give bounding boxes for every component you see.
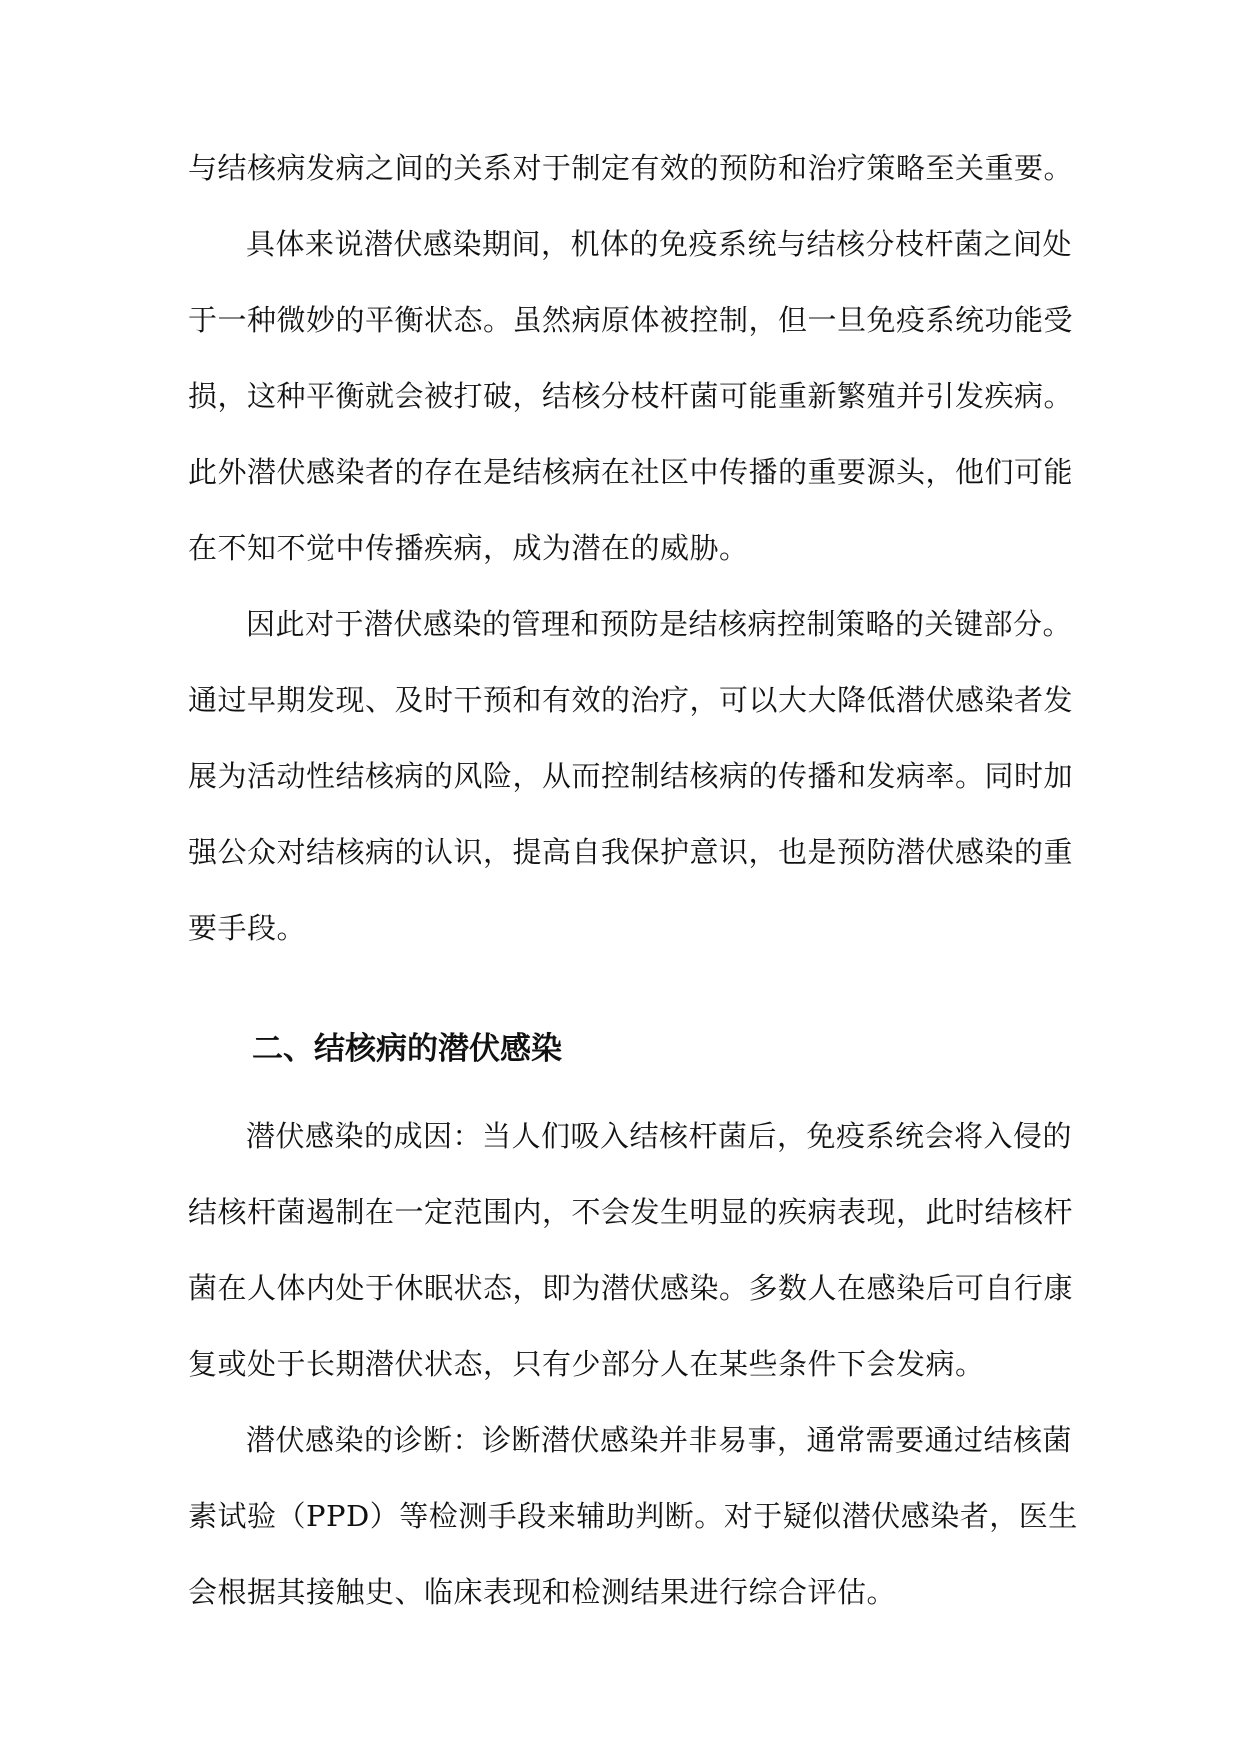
paragraph-line: 要手段。 — [188, 911, 307, 945]
paragraph-line: 因此对于潜伏感染的管理和预防是结核病控制策略的关键部分。 — [246, 607, 1073, 641]
paragraph-line: 强公众对结核病的认识，提高自我保护意识，也是预防潜伏感染的重 — [188, 835, 1074, 869]
paragraph-line: 潜伏感染的诊断：诊断潜伏感染并非易事，通常需要通过结核菌 — [246, 1423, 1073, 1457]
paragraph-line: 素试验（PPD）等检测手段来辅助判断。对于疑似潜伏感染者，医生 — [188, 1499, 1078, 1533]
paragraph-line: 结核杆菌遏制在一定范围内，不会发生明显的疾病表现，此时结核杆 — [188, 1195, 1074, 1229]
paragraph-line: 会根据其接触史、临床表现和检测结果进行综合评估。 — [188, 1575, 897, 1609]
paragraph-line: 此外潜伏感染者的存在是结核病在社区中传播的重要源头，他们可能 — [188, 455, 1074, 489]
paragraph-line: 损，这种平衡就会被打破，结核分枝杆菌可能重新繁殖并引发疾病。 — [188, 379, 1074, 413]
paragraph-line: 展为活动性结核病的风险，从而控制结核病的传播和发病率。同时加 — [188, 759, 1074, 793]
paragraph-line: 菌在人体内处于休眠状态，即为潜伏感染。多数人在感染后可自行康 — [188, 1271, 1074, 1305]
document-page — [188, 130, 1078, 1630]
paragraph-line: 具体来说潜伏感染期间，机体的免疫系统与结核分枝杆菌之间处 — [246, 227, 1073, 261]
paragraph-line: 于一种微妙的平衡状态。虽然病原体被控制，但一旦免疫系统功能受 — [188, 303, 1074, 337]
paragraph-line: 复或处于长期潜伏状态，只有少部分人在某些条件下会发病。 — [188, 1347, 985, 1381]
section-heading: 二、结核病的潜伏感染 — [252, 1031, 562, 1067]
paragraph-line: 在不知不觉中传播疾病，成为潜在的威胁。 — [188, 531, 749, 565]
paragraph-line: 与结核病发病之间的关系对于制定有效的预防和治疗策略至关重要。 — [188, 151, 1074, 185]
paragraph-line: 潜伏感染的成因：当人们吸入结核杆菌后，免疫系统会将入侵的 — [246, 1119, 1073, 1153]
paragraph-line: 通过早期发现、及时干预和有效的治疗，可以大大降低潜伏感染者发 — [188, 683, 1074, 717]
